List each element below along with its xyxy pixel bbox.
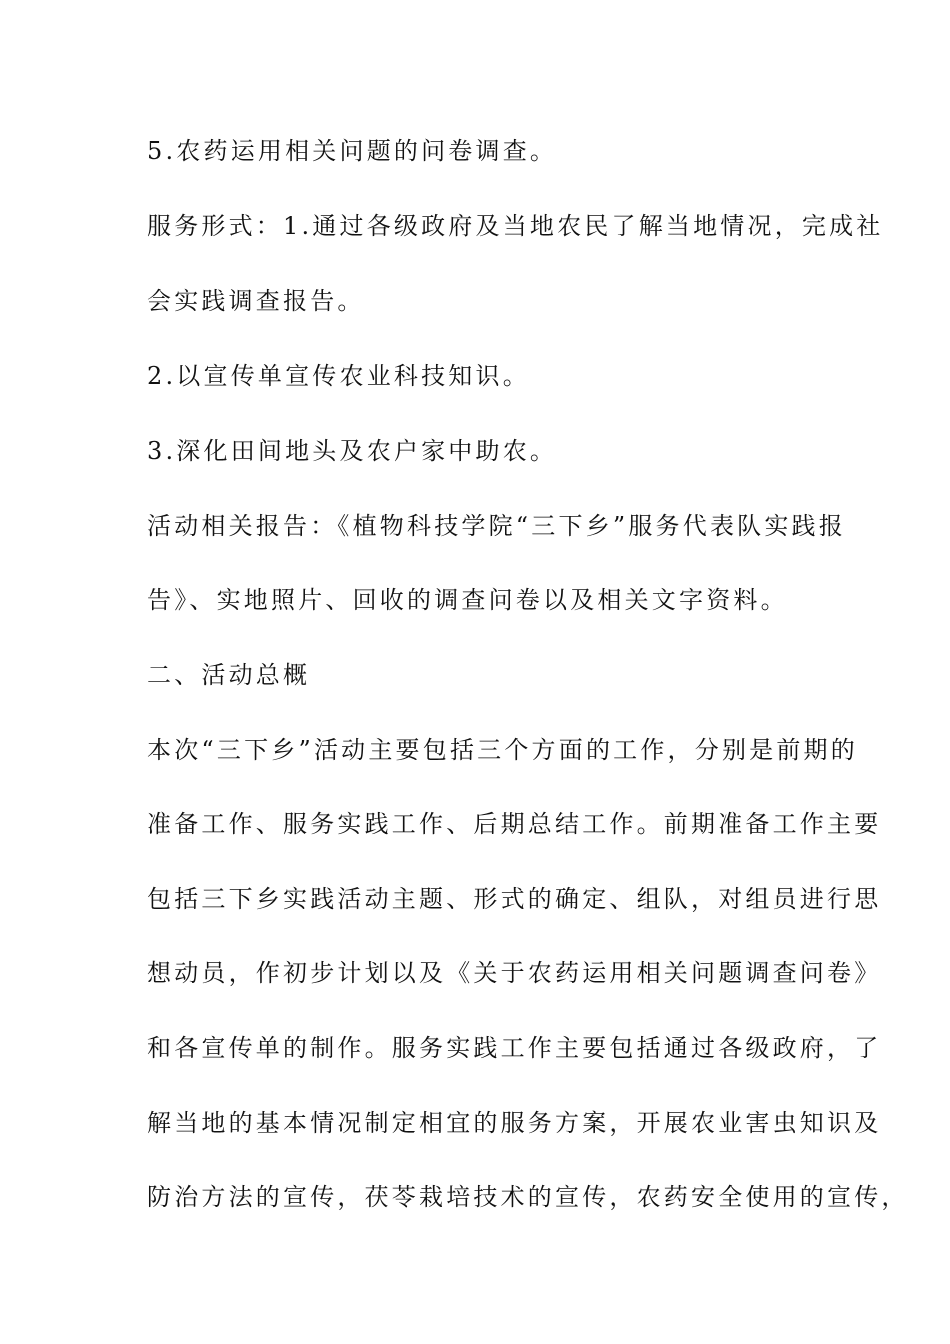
- section-heading: 二、活动总概: [147, 661, 311, 689]
- text-line: 包括三下乡实践活动主题、形式的确定、组队，对组员进行思: [147, 885, 882, 913]
- text-line: 和各宣传单的制作。服务实践工作主要包括通过各级政府，了: [147, 1034, 882, 1062]
- text-line: 5.农药运用相关问题的问卷调查。: [147, 137, 558, 165]
- text-line: 告》、实地照片、回收的调查问卷以及相关文字资料。: [147, 586, 788, 614]
- text-line: 防治方法的宣传，茯苓栽培技术的宣传，农药安全使用的宣传，: [147, 1183, 909, 1211]
- text-line: 3.深化田间地头及农户家中助农。: [147, 437, 558, 465]
- text-line: 解当地的基本情况制定相宜的服务方案，开展农业害虫知识及: [147, 1109, 882, 1137]
- text-line: 想动员，作初步计划以及《关于农药运用相关问题调查问卷》: [147, 959, 882, 987]
- text-line: 会实践调查报告。: [147, 287, 365, 315]
- text-line: 2.以宣传单宣传农业科技知识。: [147, 362, 530, 390]
- text-line: 准备工作、服务实践工作、后期总结工作。前期准备工作主要: [147, 810, 882, 838]
- text-line: 服务形式：1.通过各级政府及当地农民了解当地情况，完成社: [147, 212, 884, 240]
- text-line: 本次“三下乡”活动主要包括三个方面的工作，分别是前期的: [147, 736, 858, 764]
- text-line: 活动相关报告：《植物科技学院“三下乡”服务代表队实践报: [147, 512, 846, 540]
